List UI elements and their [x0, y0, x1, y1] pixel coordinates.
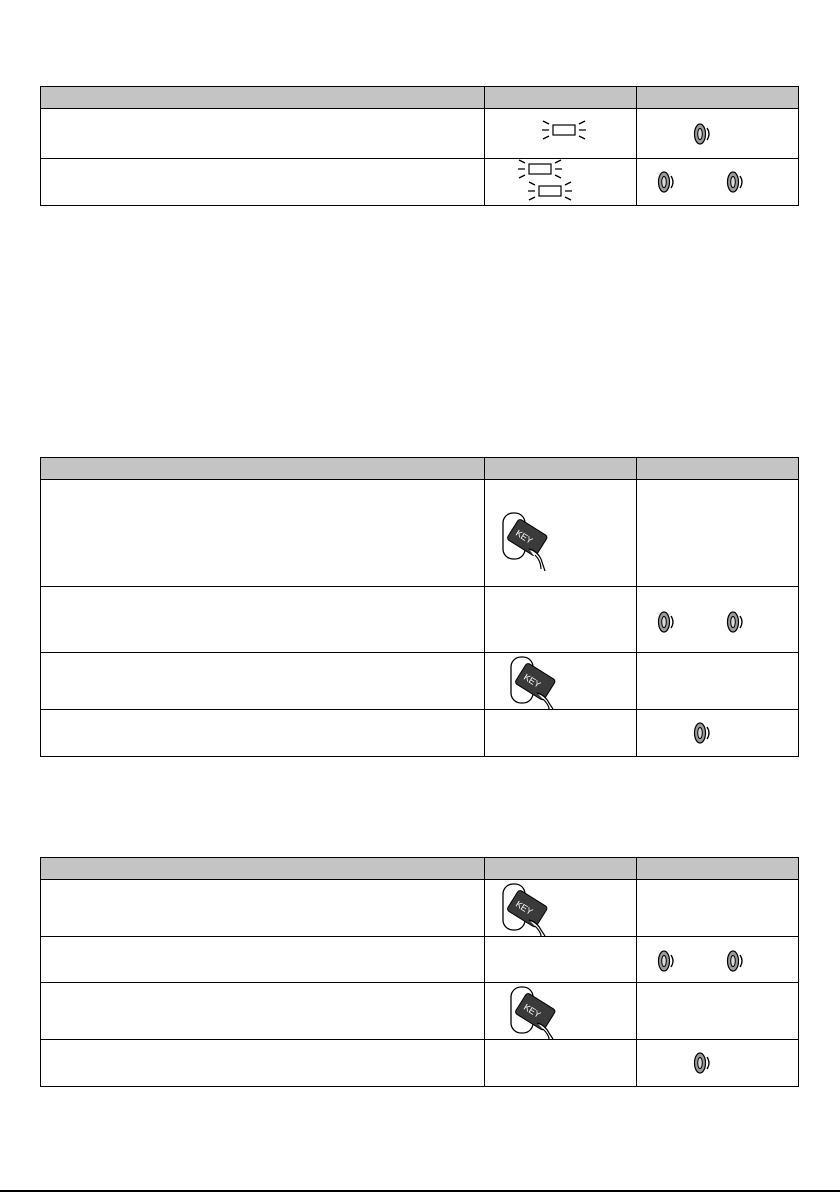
- table-3: [40, 857, 799, 1087]
- row-description: [41, 480, 485, 587]
- beep-sound-icon: [637, 159, 799, 205]
- row-sound-cell: [637, 710, 799, 757]
- beep-sound-icon: [637, 1041, 799, 1086]
- table-row: [41, 710, 799, 757]
- table-row: [41, 880, 799, 937]
- key-card-label: KEY: [521, 671, 543, 690]
- header-cell-display: [485, 87, 637, 109]
- row-description: [41, 937, 485, 983]
- header-cell-sound: [637, 87, 799, 109]
- row-description: [41, 983, 485, 1040]
- row-sound-cell: [637, 937, 799, 983]
- key-card-label: KEY: [513, 898, 535, 917]
- key-card-icon: [485, 881, 637, 936]
- row-description: [41, 653, 485, 710]
- table-row: [41, 1040, 799, 1087]
- row-display-cell: [485, 587, 637, 653]
- key-card-label: KEY: [521, 1001, 543, 1020]
- row-sound-cell: [637, 653, 799, 710]
- row-sound-cell: [637, 880, 799, 937]
- row-sound-cell: [637, 480, 799, 587]
- row-display-cell: [485, 480, 637, 587]
- key-card-icon: [485, 481, 637, 586]
- row-sound-cell: [637, 109, 799, 159]
- table-header-row: [41, 858, 799, 880]
- row-description: [41, 710, 485, 757]
- row-display-cell: [485, 159, 637, 206]
- key-card-icon: [485, 654, 637, 709]
- row-display-cell: [485, 710, 637, 757]
- beep-sound-icon: [637, 711, 799, 756]
- table-row: [41, 937, 799, 983]
- row-description: [41, 159, 485, 206]
- key-card-label: KEY: [513, 527, 535, 546]
- row-description: [41, 587, 485, 653]
- row-sound-cell: [637, 1040, 799, 1087]
- table-row: [41, 653, 799, 710]
- header-cell-display: [485, 458, 637, 480]
- beep-sound-icon: [637, 938, 799, 982]
- table-row: [41, 159, 799, 206]
- table-row: [41, 587, 799, 653]
- header-cell-display: [485, 858, 637, 880]
- row-sound-cell: [637, 587, 799, 653]
- row-description: [41, 109, 485, 159]
- row-display-cell: [485, 937, 637, 983]
- row-display-cell: [485, 983, 637, 1040]
- table-header-row: [41, 458, 799, 480]
- beep-sound-icon: [637, 588, 799, 652]
- header-cell-sound: [637, 858, 799, 880]
- header-cell-description: [41, 858, 485, 880]
- blinking-display-icon: [485, 110, 637, 158]
- table-header-row: [41, 87, 799, 109]
- row-description: [41, 1040, 485, 1087]
- header-cell-description: [41, 87, 485, 109]
- row-sound-cell: [637, 159, 799, 206]
- row-display-cell: [485, 880, 637, 937]
- row-sound-cell: [637, 983, 799, 1040]
- table-row: [41, 480, 799, 587]
- row-display-cell: [485, 653, 637, 710]
- row-display-cell: [485, 1040, 637, 1087]
- key-card-icon: [485, 984, 637, 1039]
- beep-sound-icon: [637, 110, 799, 158]
- row-description: [41, 880, 485, 937]
- table-2: [40, 457, 799, 757]
- header-cell-sound: [637, 458, 799, 480]
- header-cell-description: [41, 458, 485, 480]
- row-display-cell: [485, 109, 637, 159]
- table-1: [40, 86, 799, 206]
- blinking-display-icon: [485, 159, 637, 205]
- table-row: [41, 983, 799, 1040]
- table-row: [41, 109, 799, 159]
